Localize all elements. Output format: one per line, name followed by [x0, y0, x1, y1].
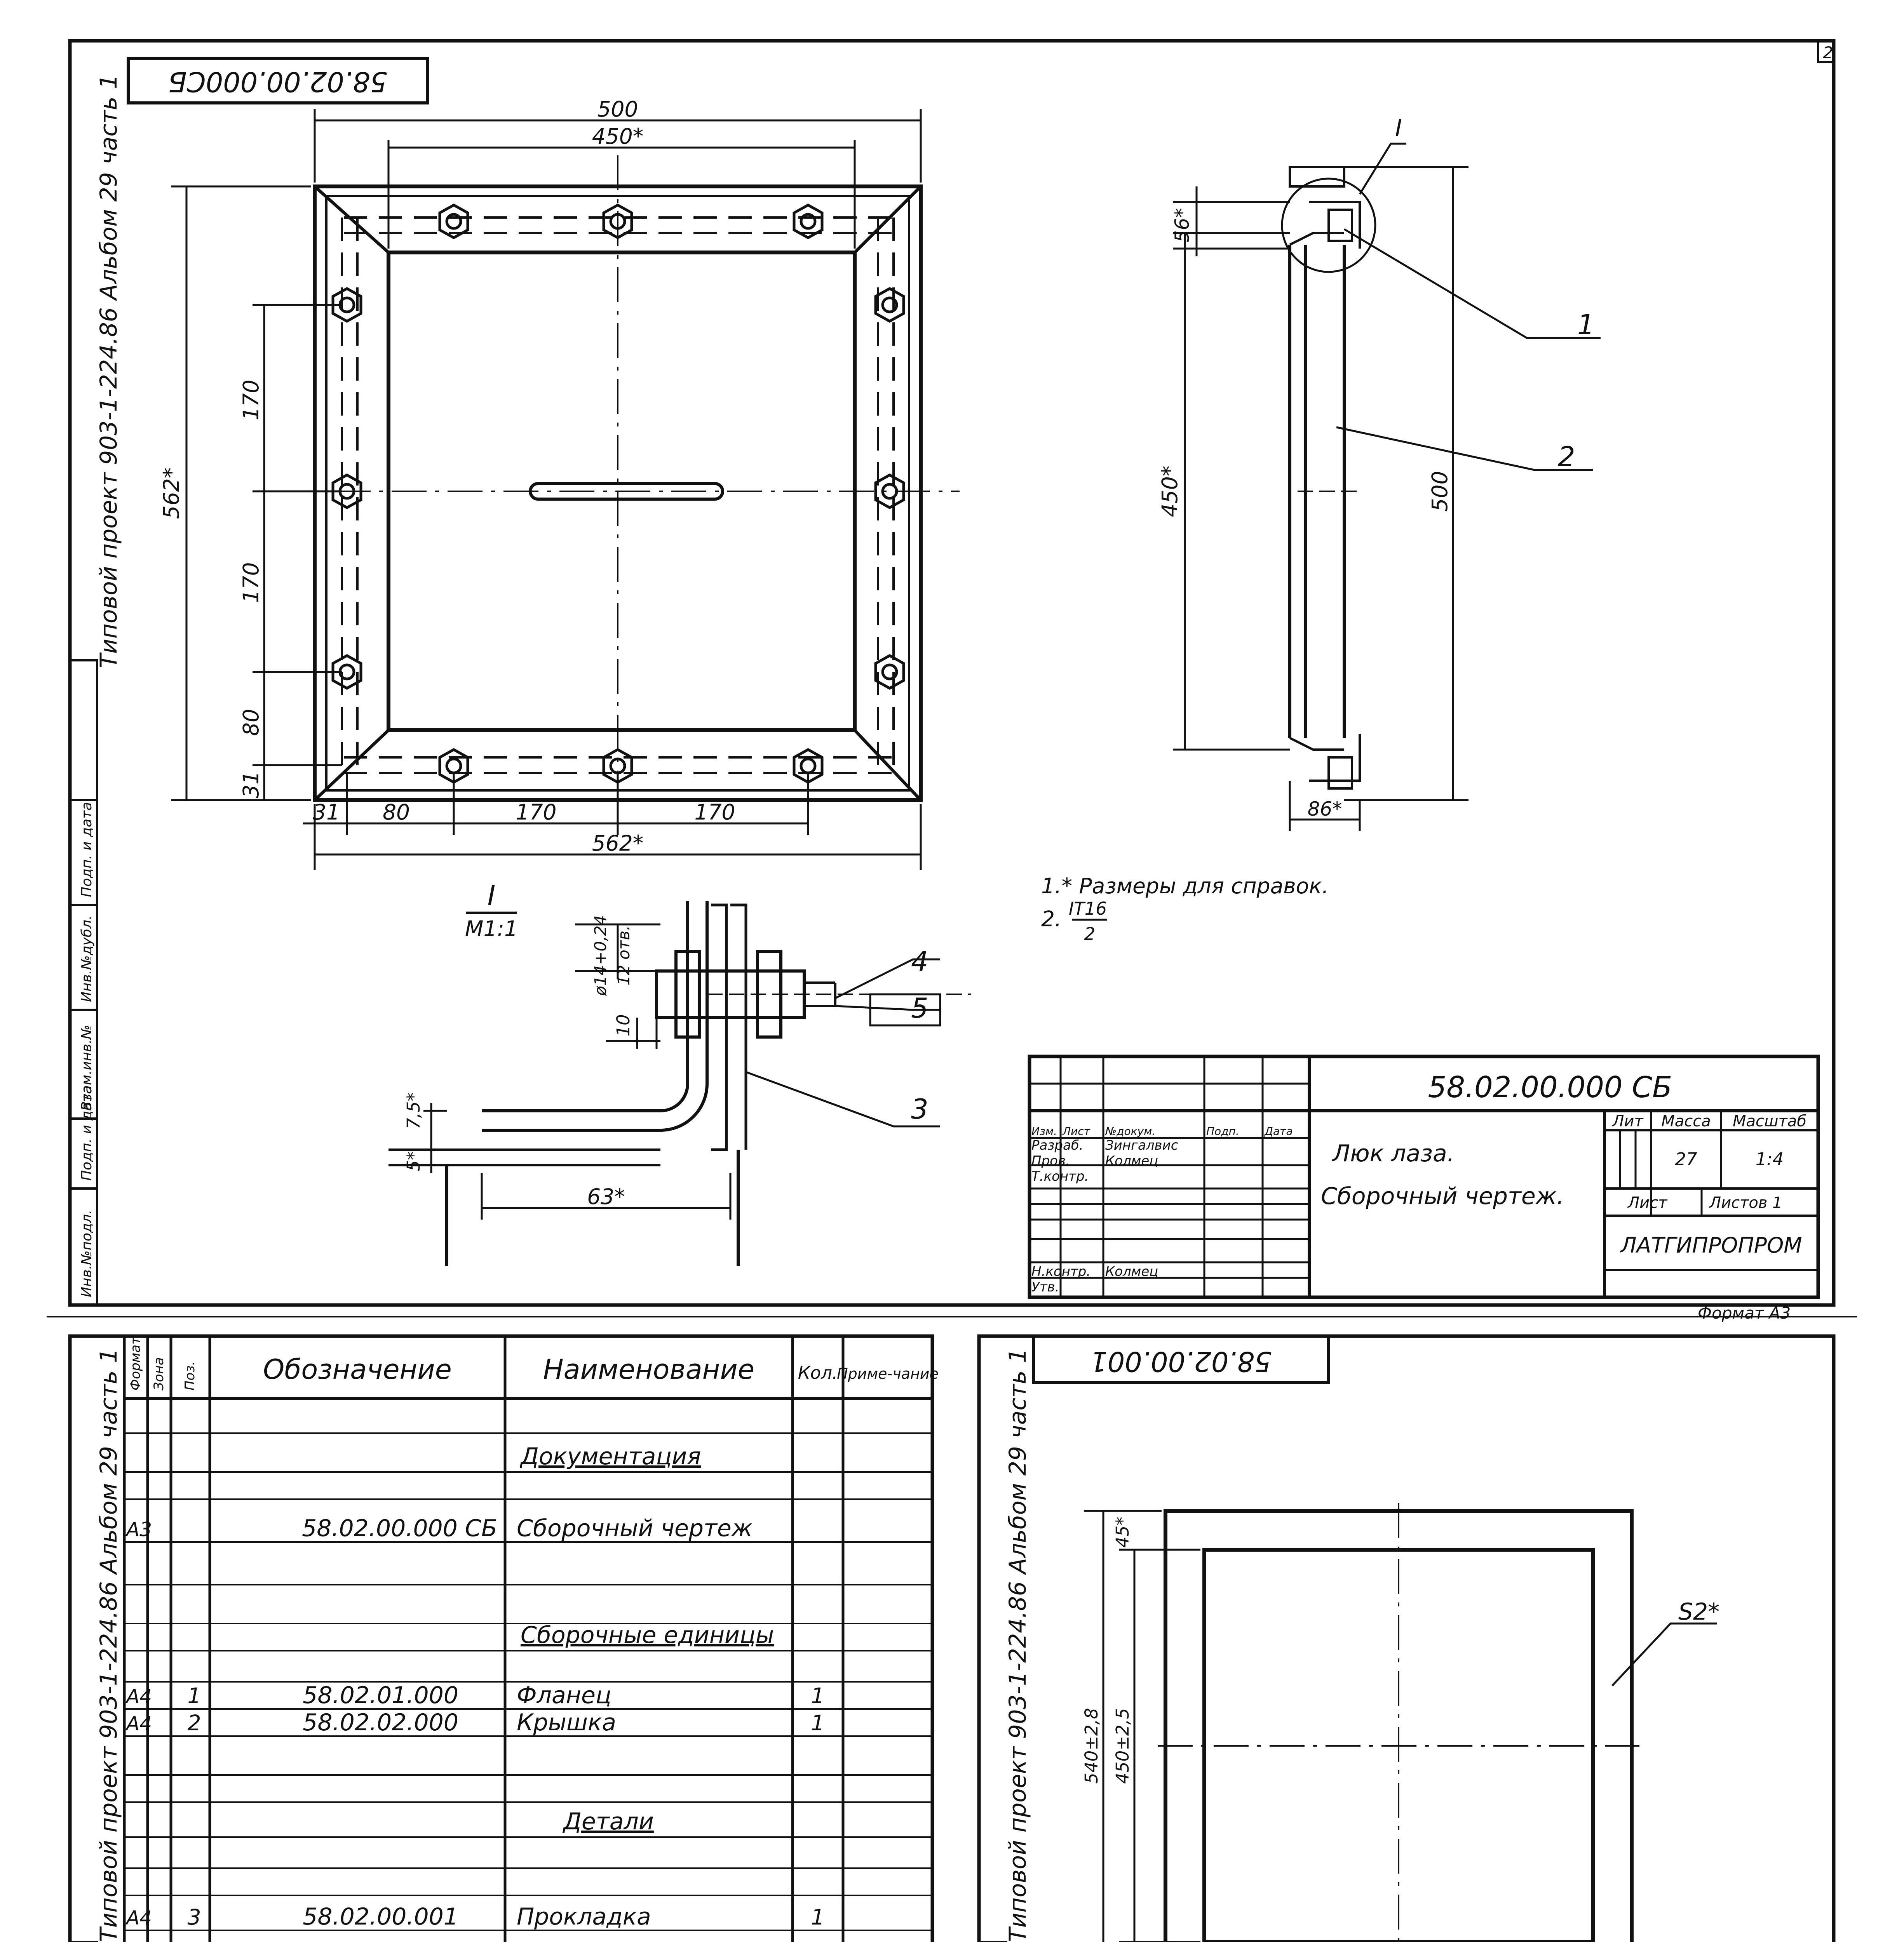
gasket-dim-540-vertical: 540±2,8	[1081, 1708, 1102, 1784]
callout-5: 5	[911, 992, 928, 1024]
binding-label-spec: Типовой проект 903-1-224.86 Альбом 29 часть 1	[95, 1348, 122, 1942]
format-top: Формат А3	[1698, 1303, 1791, 1323]
flange-side-view	[1282, 144, 1406, 788]
dim-562-vertical: 562*	[159, 467, 184, 519]
title-code-top: 58.02.00.000 СБ	[1428, 1070, 1672, 1104]
dim-170-horizontal-1: 170	[516, 800, 557, 825]
view-marker: I	[1395, 115, 1402, 142]
dim-170-upper: 170	[239, 379, 263, 421]
spec-row-section	[562, 1808, 654, 1835]
dim-5: 5*	[403, 1151, 424, 1171]
dim-7-5: 7,5*	[403, 1092, 424, 1129]
dim-80-vertical: 80	[239, 709, 263, 736]
callout-1: 1	[1577, 309, 1595, 341]
row-qty: 1	[811, 1683, 825, 1708]
spec-header-code: Обозначение	[263, 1354, 452, 1385]
dim-56: 56*	[1171, 208, 1193, 243]
role-ncontrol: Н.контр.	[1031, 1264, 1091, 1279]
dim-500-side: 500	[1427, 471, 1452, 512]
callout-3: 3	[911, 1093, 928, 1125]
dim-holes-count: 12 отв.	[614, 925, 633, 986]
role-date: Дата	[1265, 1125, 1293, 1138]
section-name: Сборочные единицы	[521, 1622, 774, 1649]
row-format: А4	[126, 1907, 152, 1929]
binding-cell-2: Подп. и дата	[79, 1085, 95, 1181]
title-header-lit: Лит	[1612, 1112, 1643, 1130]
role-list: Лист	[1063, 1125, 1090, 1138]
row-format: А4	[126, 1712, 152, 1735]
binding-label-gasket: Типовой проект 903-1-224.86 Альбом 29 часть 1	[1004, 1348, 1031, 1942]
section-name: Документация	[521, 1443, 701, 1470]
front-view-dimensions	[171, 109, 921, 870]
row-name: Сборочный чертеж	[517, 1515, 753, 1542]
section-name: Детали	[563, 1808, 654, 1835]
binding-cell-3: Взам.инв.№	[79, 1025, 95, 1111]
row-name: Крышка	[517, 1709, 616, 1736]
title-mass: 27	[1675, 1149, 1697, 1169]
dim-170-lower: 170	[239, 562, 263, 603]
callout-4: 4	[911, 946, 928, 978]
row-name: Фланец	[517, 1682, 611, 1709]
role-doc: №докум.	[1105, 1125, 1156, 1138]
row-qty: 1	[811, 1905, 825, 1930]
binding-cell-4: Инв.№дубл.	[79, 915, 95, 1002]
dim-500: 500	[597, 97, 638, 122]
role-checked: Пров.	[1031, 1153, 1070, 1169]
stamp-code-gasket: 58.02.00.001	[1090, 1345, 1272, 1377]
dim-80-horizontal: 80	[383, 800, 410, 825]
title-scale: 1:4	[1755, 1149, 1784, 1169]
gasket-thickness: S2*	[1678, 1598, 1720, 1625]
row-code: 58.02.00.001	[303, 1903, 458, 1930]
binding-label-top: Типовой проект 903-1-224.86 Альбом 29 часть 1	[95, 74, 122, 668]
dim-450: 450*	[592, 124, 644, 149]
dim-hole: ø14+0,24	[591, 915, 610, 996]
spec-header-format: Формат	[128, 1337, 143, 1390]
title-sheet: Лист	[1628, 1194, 1667, 1212]
title-sheets: Листов 1	[1709, 1194, 1782, 1212]
title-org: ЛАТГИПРОПРОМ	[1620, 1233, 1802, 1258]
dim-170-horizontal-2: 170	[694, 800, 735, 825]
dim-10: 10	[613, 1014, 634, 1037]
role-developed: Разраб.	[1031, 1138, 1084, 1153]
title-block-top	[1030, 1056, 1818, 1297]
spec-header-name: Наименование	[543, 1354, 754, 1385]
row-qty: 1	[811, 1711, 825, 1735]
title-header-mass: Масса	[1661, 1112, 1711, 1130]
row-format: А3	[126, 1518, 152, 1541]
note-1: 1.* Размеры для справок.	[1041, 874, 1329, 898]
gasket-dimensions	[1084, 1511, 1720, 1942]
role-approved: Утв.	[1031, 1279, 1059, 1295]
row-format: А4	[126, 1685, 152, 1708]
binding-cell-1: Инв.№подл.	[79, 1209, 95, 1297]
role-izm: Изм.	[1031, 1125, 1057, 1138]
detail-dimensions	[423, 924, 940, 1220]
note-2: 2.	[1041, 907, 1062, 931]
title-name-line2: Сборочный чертеж.	[1321, 1183, 1564, 1210]
spec-row	[125, 1903, 825, 1930]
row-pos: 2	[187, 1711, 201, 1735]
dim-31-vertical: 31	[239, 771, 263, 798]
spec-row	[125, 1682, 825, 1709]
detail-title: I	[487, 880, 496, 912]
person-checker: Колмец	[1105, 1153, 1158, 1169]
dim-450-side: 450*	[1157, 465, 1182, 517]
row-pos: 1	[187, 1683, 201, 1708]
page-number: 2	[1823, 43, 1833, 62]
spec-row-section	[519, 1443, 701, 1470]
stamp-box-gasket	[1033, 1336, 1329, 1383]
detail-section	[388, 901, 971, 1266]
spec-header-zone: Зона	[151, 1357, 167, 1390]
gasket-dim-45-vertical: 45*	[1112, 1517, 1133, 1548]
person-developer: Зингалвис	[1105, 1138, 1178, 1153]
title-header-scale: Масштаб	[1732, 1112, 1807, 1130]
spec-row	[125, 1515, 753, 1542]
spec-header-pos: Поз.	[182, 1361, 198, 1390]
row-code: 58.02.00.000 СБ	[302, 1515, 497, 1542]
note-2-denominator: 2	[1084, 924, 1096, 944]
gasket-view	[1158, 1503, 1639, 1942]
gasket-dim-450-vertical: 450±2,5	[1112, 1708, 1133, 1784]
row-name: Прокладка	[517, 1903, 651, 1930]
person-ncontrol: Колмец	[1105, 1264, 1158, 1279]
row-code: 58.02.01.000	[303, 1682, 458, 1709]
spec-header-note: Приме-чание	[837, 1365, 939, 1382]
spec-rows	[125, 1443, 831, 1942]
bolt-nut	[876, 289, 904, 321]
row-pos: 3	[187, 1905, 201, 1930]
dim-562-horizontal: 562*	[592, 831, 644, 856]
spec-row-section	[521, 1622, 774, 1649]
dim-31-horizontal: 31	[313, 800, 340, 825]
callout-2: 2	[1558, 441, 1575, 473]
title-name-line1: Люк лаза.	[1333, 1140, 1455, 1167]
dim-86: 86*	[1307, 798, 1342, 820]
spec-header-qty: Кол.	[798, 1363, 838, 1383]
dim-63: 63*	[587, 1184, 625, 1209]
row-code: 58.02.02.000	[303, 1709, 458, 1736]
role-tcontrol: Т.контр.	[1031, 1169, 1089, 1184]
stamp-box-top	[128, 58, 427, 103]
note-2-numerator: IT16	[1068, 898, 1107, 919]
stamp-code-top: 58.02.00.000СБ	[168, 65, 388, 97]
role-sign: Подп.	[1206, 1125, 1239, 1138]
detail-scale: М1:1	[465, 916, 518, 941]
flange-front-view	[280, 155, 960, 835]
side-view-dimensions	[1173, 167, 1601, 831]
bolt-nut	[876, 656, 904, 688]
spec-row	[125, 1709, 825, 1736]
binding-cell-5: Подп. и дата	[79, 802, 95, 897]
